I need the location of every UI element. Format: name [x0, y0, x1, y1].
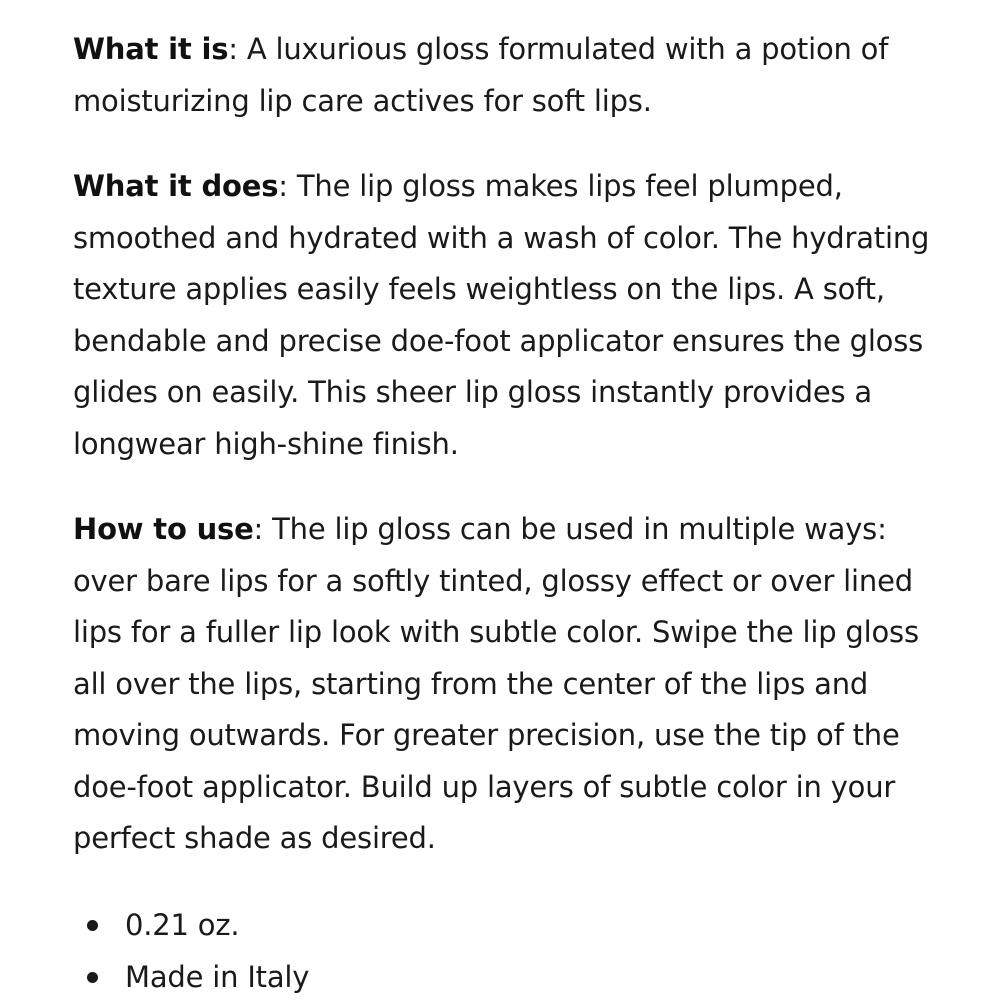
how-to-use-paragraph: [73, 504, 953, 865]
what-it-does-label: What it does: [73, 169, 279, 203]
bullet-icon: [87, 920, 98, 931]
what-it-does-text: : The lip gloss makes lips feel plumped, smoothed and hydrated with a wash of color. The hydrating texture applies easily feels weightless on the lips. A soft, bendable and precise doe-foot applicator ensures the gloss glides on easily. This sheer lip gloss instantly provides a longwear high-shine finish.: [73, 169, 930, 461]
how-to-use-label: How to use: [73, 512, 254, 546]
list-item: [73, 899, 953, 951]
how-to-use-text: : The lip gloss can be used in multiple ways: over bare lips for a softly tinted, glossy effect or over lined lips for a fuller lip look with subtle color. Swipe the lip gloss all over the lips, starting from the center of the lips and moving outwards. For greater precision, use the tip of the doe-foot applicator. Build up layers of subtle color in your perfect shade as desired.: [73, 512, 919, 855]
what-it-is-paragraph: [73, 24, 953, 127]
detail-origin: Made in Italy: [125, 959, 310, 994]
what-it-is-label: What it is: [73, 32, 229, 66]
what-it-is-text: : A luxurious gloss formulated with a potion of moisturizing lip care actives for soft lips.: [73, 32, 889, 118]
product-details-list: [73, 899, 953, 1003]
product-description: [73, 24, 953, 1003]
bullet-icon: [87, 972, 98, 983]
what-it-does-paragraph: [73, 161, 953, 470]
detail-size: 0.21 oz.: [125, 907, 240, 942]
list-item: [73, 951, 953, 1003]
